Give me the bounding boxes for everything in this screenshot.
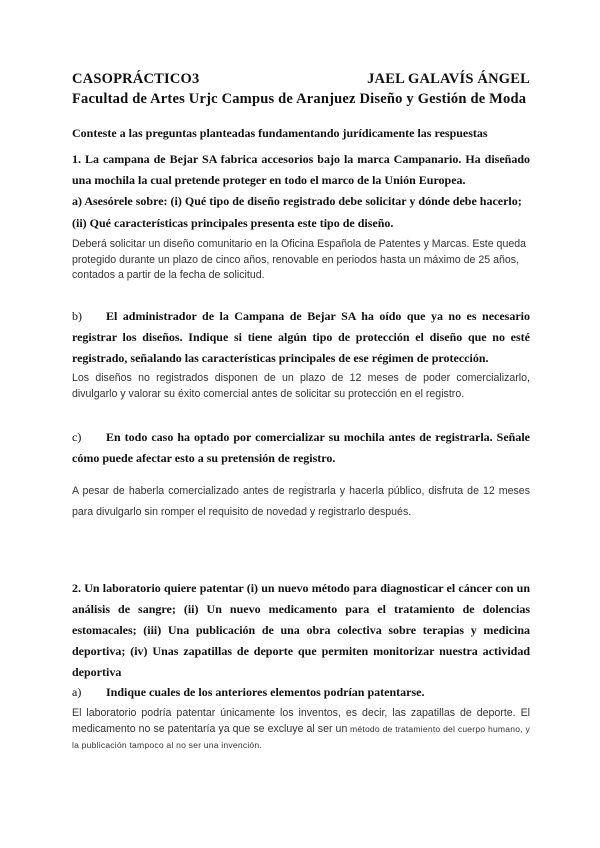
case-title: CASOPRÁCTICO3 xyxy=(72,71,200,87)
question-1c xyxy=(72,427,530,469)
question-1b-label: b) xyxy=(72,309,82,323)
question-1a-prompt: a) Asesórele sobre: (i) Qué tipo de diseño registrado debe solicitar y dónde debe hacerlo; xyxy=(72,194,522,208)
answer-2a-main: El laboratorio podría patentar únicamente los inventos, es decir, las zapatillas de deporte. El medicamento no se patentaría ya que se excluye al ser un xyxy=(72,707,530,735)
faculty-subtitle: Facultad de Artes Urjc Campus de Aranjuez Diseño y Gestión de Moda xyxy=(72,91,527,107)
question-2a-label: a) xyxy=(72,685,82,699)
question-1b-prompt: El administrador de la Campana de Bejar SA ha oído que ya no es necesario registrar los diseños. Indique si tiene algún tipo de protección el diseño que no esté registrado, señalando las características principales de ese régimen de protección. xyxy=(72,309,530,365)
instructions: Conteste a las preguntas planteadas fundamentando jurídicamente las respuestas xyxy=(72,126,488,140)
answer-1c: A pesar de haberla comercializado antes de registrarla y hacerla público, disfruta de 12 meses para divulgarlo sin romper el requisito de novedad y registrarlo después. xyxy=(72,485,530,518)
answer-1a: Deberá solicitar un diseño comunitario en la Oficina Española de Patentes y Marcas. Este queda protegido durante un plazo de cinco años, renovable en periodos hasta un máximo de 25 años, contados a partir de la fecha de solicitud. xyxy=(72,238,527,281)
question-1b xyxy=(72,306,530,369)
header-line xyxy=(72,71,530,88)
question-1c-label: c) xyxy=(72,430,82,444)
question-1c-prompt: En todo caso ha optado por comercializar su mochila antes de registrarla. Señale cómo puede afectar esto a su pretensión de registro. xyxy=(72,430,530,465)
question-2-statement: 2. Un laboratorio quiere patentar (i) un nuevo método para diagnosticar el cáncer con un análisis de sangre; (ii) Un nuevo medicamento para el tratamiento de dolencias estomacales; (iii) Una publicación de una obra colectiva sobre terapias y medicina deportiva; (iv) Unas zapatillas de deporte que permiten monitorizar nuestra actividad deportiva xyxy=(72,581,530,679)
question-2a-prompt: Indique cuales de los anteriores elementos podrían patentarse. xyxy=(106,685,425,699)
question-1a-prompt-ii: (ii) Qué características principales presenta este tipo de diseño. xyxy=(72,216,394,230)
question-2a xyxy=(72,682,530,703)
question-1-statement: 1. La campana de Bejar SA fabrica accesorios bajo la marca Campanario. Ha diseñado una mochila la cual pretende proteger en todo el marco de la Unión Europea. xyxy=(72,152,530,187)
author-name: JAEL GALAVÍS ÁNGEL xyxy=(367,71,530,87)
answer-2a xyxy=(72,705,530,753)
answer-2a-continuation: método de tratamiento del cuerpo humano, y la publicación tampoco al no ser una invención. xyxy=(72,724,530,750)
answer-1b: Los diseños no registrados disponen de un plazo de 12 meses de poder comercializarlo, divulgarlo y valorar su éxito comercial antes de solicitar su protección en el registro. xyxy=(72,372,530,400)
